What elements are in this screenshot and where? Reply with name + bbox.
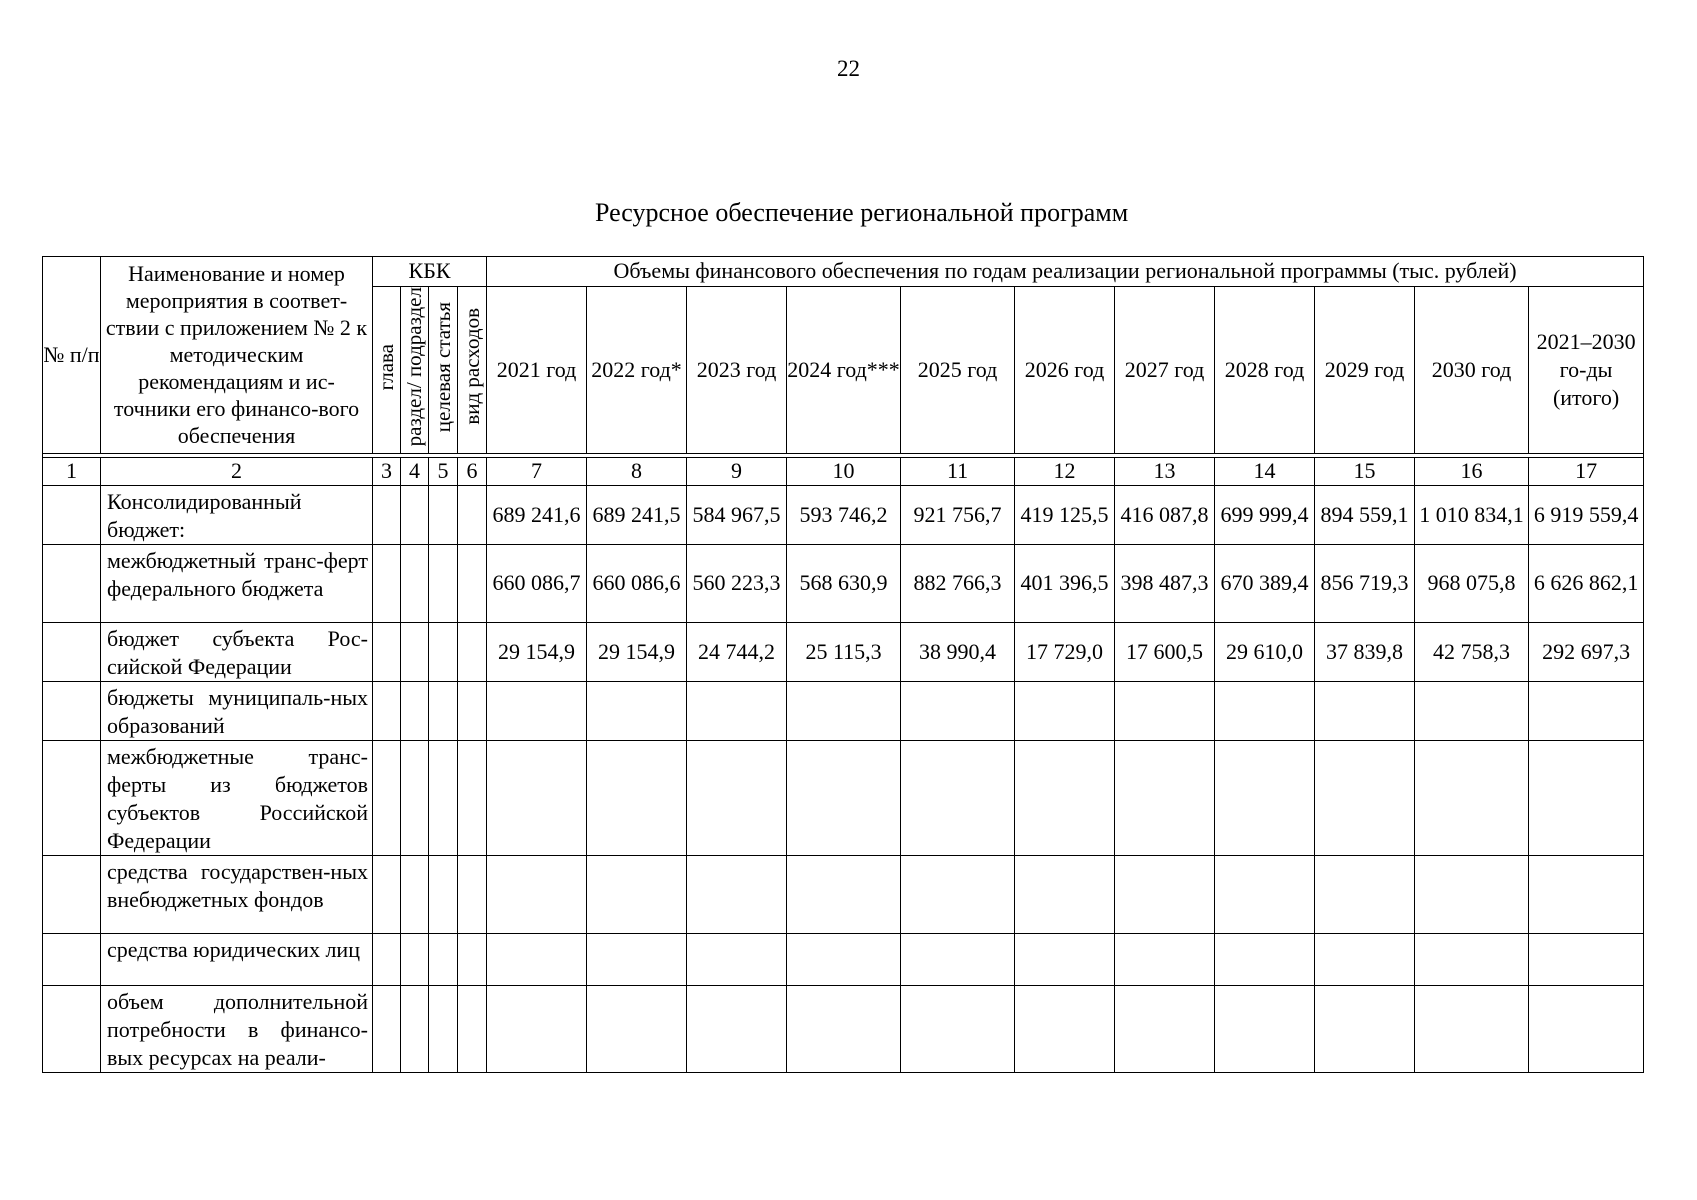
value-cell [1215, 740, 1315, 855]
value-cell [787, 933, 901, 985]
value-cell [487, 740, 587, 855]
value-cell [1115, 681, 1215, 740]
kbk-cell [458, 485, 487, 544]
value-cell: 24 744,2 [687, 622, 787, 681]
kbk-cell [458, 985, 487, 1072]
column-number: 5 [429, 457, 458, 485]
column-number: 12 [1015, 457, 1115, 485]
value-cell [1215, 985, 1315, 1072]
column-number: 15 [1315, 457, 1415, 485]
header-kbk-col [401, 287, 429, 454]
row-number-cell [43, 544, 101, 622]
value-cell [1015, 740, 1115, 855]
value-cell: 25 115,3 [787, 622, 901, 681]
value-cell: 401 396,5 [1015, 544, 1115, 622]
value-cell: 689 241,5 [587, 485, 687, 544]
value-cell [901, 681, 1015, 740]
kbk-cell [429, 740, 458, 855]
kbk-cell [458, 740, 487, 855]
value-cell [1115, 985, 1215, 1072]
column-number: 13 [1115, 457, 1215, 485]
header-year: 2028 год [1215, 287, 1315, 454]
kbk-cell [373, 485, 401, 544]
column-number: 17 [1529, 457, 1644, 485]
row-number-cell [43, 622, 101, 681]
row-name: межбюджетный транс-ферт федерального бюджета [101, 544, 373, 622]
kbk-cell [429, 985, 458, 1072]
kbk-cell [401, 622, 429, 681]
kbk-cell [429, 855, 458, 933]
header-year: 2023 год [687, 287, 787, 454]
page-number: 22 [837, 56, 860, 81]
header-kbk-label: глава [374, 343, 398, 390]
row-name: средства государствен-ных внебюджетных фондов [101, 855, 373, 933]
kbk-cell [401, 855, 429, 933]
kbk-cell [429, 681, 458, 740]
row-name: межбюджетные транс-ферты из бюджетов субъектов Российской Федерации [101, 740, 373, 855]
value-cell [1115, 855, 1215, 933]
value-cell [587, 855, 687, 933]
value-cell: 568 630,9 [787, 544, 901, 622]
value-cell: 6 919 559,4 [1529, 485, 1644, 544]
column-number: 9 [687, 457, 787, 485]
value-cell [787, 740, 901, 855]
value-cell: 660 086,7 [487, 544, 587, 622]
header-year: 2027 год [1115, 287, 1215, 454]
kbk-cell [429, 544, 458, 622]
value-cell: 6 626 862,1 [1529, 544, 1644, 622]
value-cell: 29 154,9 [587, 622, 687, 681]
value-cell [1115, 740, 1215, 855]
header-col-num: № п/п [43, 257, 101, 454]
value-cell: 856 719,3 [1315, 544, 1415, 622]
column-number: 3 [373, 457, 401, 485]
value-cell: 593 746,2 [787, 485, 901, 544]
column-number: 2 [101, 457, 373, 485]
row-number-cell [43, 740, 101, 855]
row-number-cell [43, 855, 101, 933]
value-cell [1415, 933, 1529, 985]
row-name: Консолидированный бюджет: [101, 485, 373, 544]
value-cell [1415, 681, 1529, 740]
kbk-cell [429, 485, 458, 544]
value-cell [587, 740, 687, 855]
header-year: 2026 год [1015, 287, 1115, 454]
value-cell [687, 985, 787, 1072]
value-cell: 419 125,5 [1015, 485, 1115, 544]
header-kbk-label: раздел/ подраздел [402, 287, 426, 447]
column-number: 11 [901, 457, 1015, 485]
value-cell [1529, 681, 1644, 740]
column-number: 14 [1215, 457, 1315, 485]
value-cell [687, 855, 787, 933]
table-row [43, 933, 1644, 985]
value-cell: 416 087,8 [1115, 485, 1215, 544]
value-cell: 584 967,5 [687, 485, 787, 544]
kbk-cell [458, 544, 487, 622]
value-cell [1415, 740, 1529, 855]
kbk-cell [401, 485, 429, 544]
row-number-cell [43, 681, 101, 740]
value-cell [1415, 855, 1529, 933]
kbk-cell [373, 933, 401, 985]
header-kbk-label: целевая статья [430, 301, 455, 432]
header-year: 2024 год*** [787, 287, 901, 454]
column-number: 8 [587, 457, 687, 485]
value-cell: 29 154,9 [487, 622, 587, 681]
column-number: 7 [487, 457, 587, 485]
column-number: 10 [787, 457, 901, 485]
header-kbk: КБК [373, 257, 487, 287]
value-cell: 660 086,6 [587, 544, 687, 622]
value-cell [1215, 933, 1315, 985]
value-cell [1115, 933, 1215, 985]
value-cell [1015, 933, 1115, 985]
row-number-cell [43, 933, 101, 985]
value-cell [1315, 855, 1415, 933]
value-cell: 292 697,3 [1529, 622, 1644, 681]
value-cell [487, 985, 587, 1072]
table-row [43, 740, 1644, 855]
value-cell: 894 559,1 [1315, 485, 1415, 544]
value-cell [1529, 855, 1644, 933]
column-number: 1 [43, 457, 101, 485]
value-cell [587, 933, 687, 985]
value-cell [487, 855, 587, 933]
value-cell [587, 681, 687, 740]
value-cell [487, 681, 587, 740]
value-cell [901, 740, 1015, 855]
value-cell [1415, 985, 1529, 1072]
resource-table [42, 256, 1644, 1073]
table-row [43, 681, 1644, 740]
header-year: 2022 год* [587, 287, 687, 454]
value-cell: 37 839,8 [1315, 622, 1415, 681]
kbk-cell [401, 933, 429, 985]
header-kbk-col [458, 287, 487, 454]
column-number: 6 [458, 457, 487, 485]
value-cell: 29 610,0 [1215, 622, 1315, 681]
value-cell [1529, 740, 1644, 855]
value-cell: 968 075,8 [1415, 544, 1529, 622]
value-cell [1215, 855, 1315, 933]
value-cell: 921 756,7 [901, 485, 1015, 544]
row-name: бюджеты муниципаль-ных образований [101, 681, 373, 740]
row-name: объем дополнительной потребности в финансо-вых ресурсах на реали- [101, 985, 373, 1072]
table-row [43, 485, 1644, 544]
value-cell: 699 999,4 [1215, 485, 1315, 544]
value-cell: 1 010 834,1 [1415, 485, 1529, 544]
value-cell [687, 933, 787, 985]
value-cell [687, 681, 787, 740]
value-cell [1529, 933, 1644, 985]
header-year: 2025 год [901, 287, 1015, 454]
value-cell [587, 985, 687, 1072]
value-cell: 17 600,5 [1115, 622, 1215, 681]
header-kbk-col [373, 287, 401, 454]
kbk-cell [401, 740, 429, 855]
value-cell [1315, 933, 1415, 985]
table-row [43, 544, 1644, 622]
value-cell: 670 389,4 [1215, 544, 1315, 622]
kbk-cell [458, 933, 487, 985]
kbk-cell [373, 855, 401, 933]
value-cell [1015, 681, 1115, 740]
row-number-cell [43, 485, 101, 544]
value-cell [1315, 985, 1415, 1072]
header-year: 2030 год [1415, 287, 1529, 454]
column-number: 4 [401, 457, 429, 485]
header-year: 2029 год [1315, 287, 1415, 454]
value-cell: 689 241,6 [487, 485, 587, 544]
header-kbk-col [429, 287, 458, 454]
value-cell [1015, 855, 1115, 933]
kbk-cell [458, 855, 487, 933]
table-row [43, 622, 1644, 681]
value-cell: 398 487,3 [1115, 544, 1215, 622]
value-cell [1215, 681, 1315, 740]
value-cell [1315, 681, 1415, 740]
kbk-cell [373, 985, 401, 1072]
value-cell [1015, 985, 1115, 1072]
header-year: 2021 год [487, 287, 587, 454]
value-cell: 42 758,3 [1415, 622, 1529, 681]
kbk-cell [373, 622, 401, 681]
kbk-cell [429, 622, 458, 681]
header-year: 2021–2030 го-ды (итого) [1529, 287, 1644, 454]
header-col-name: Наименование и номер мероприятия в соответ-ствии с приложением № 2 к методическим рекомендациям и ис-точники его финансо-вого обеспечения [101, 257, 373, 454]
kbk-cell [401, 681, 429, 740]
value-cell [487, 933, 587, 985]
row-name: средства юридических лиц [101, 933, 373, 985]
value-cell [901, 933, 1015, 985]
value-cell [787, 855, 901, 933]
document-title: Ресурсное обеспечение региональной программ [595, 198, 1129, 227]
kbk-cell [401, 544, 429, 622]
value-cell: 882 766,3 [901, 544, 1015, 622]
kbk-cell [373, 740, 401, 855]
header-volumes-title: Объемы финансового обеспечения по годам реализации региональной программы (тыс. рублей) [487, 257, 1644, 287]
kbk-cell [458, 622, 487, 681]
value-cell: 17 729,0 [1015, 622, 1115, 681]
kbk-cell [373, 681, 401, 740]
row-number-cell [43, 985, 101, 1072]
row-name: бюджет субъекта Рос-сийской Федерации [101, 622, 373, 681]
value-cell [687, 740, 787, 855]
value-cell [787, 985, 901, 1072]
value-cell [901, 985, 1015, 1072]
table-row [43, 855, 1644, 933]
table-row [43, 985, 1644, 1072]
value-cell [901, 855, 1015, 933]
kbk-cell [401, 985, 429, 1072]
column-number: 16 [1415, 457, 1529, 485]
kbk-cell [429, 933, 458, 985]
header-kbk-label: вид расходов [459, 308, 484, 425]
value-cell [1529, 985, 1644, 1072]
value-cell [787, 681, 901, 740]
value-cell: 560 223,3 [687, 544, 787, 622]
kbk-cell [373, 544, 401, 622]
value-cell [1315, 740, 1415, 855]
value-cell: 38 990,4 [901, 622, 1015, 681]
kbk-cell [458, 681, 487, 740]
